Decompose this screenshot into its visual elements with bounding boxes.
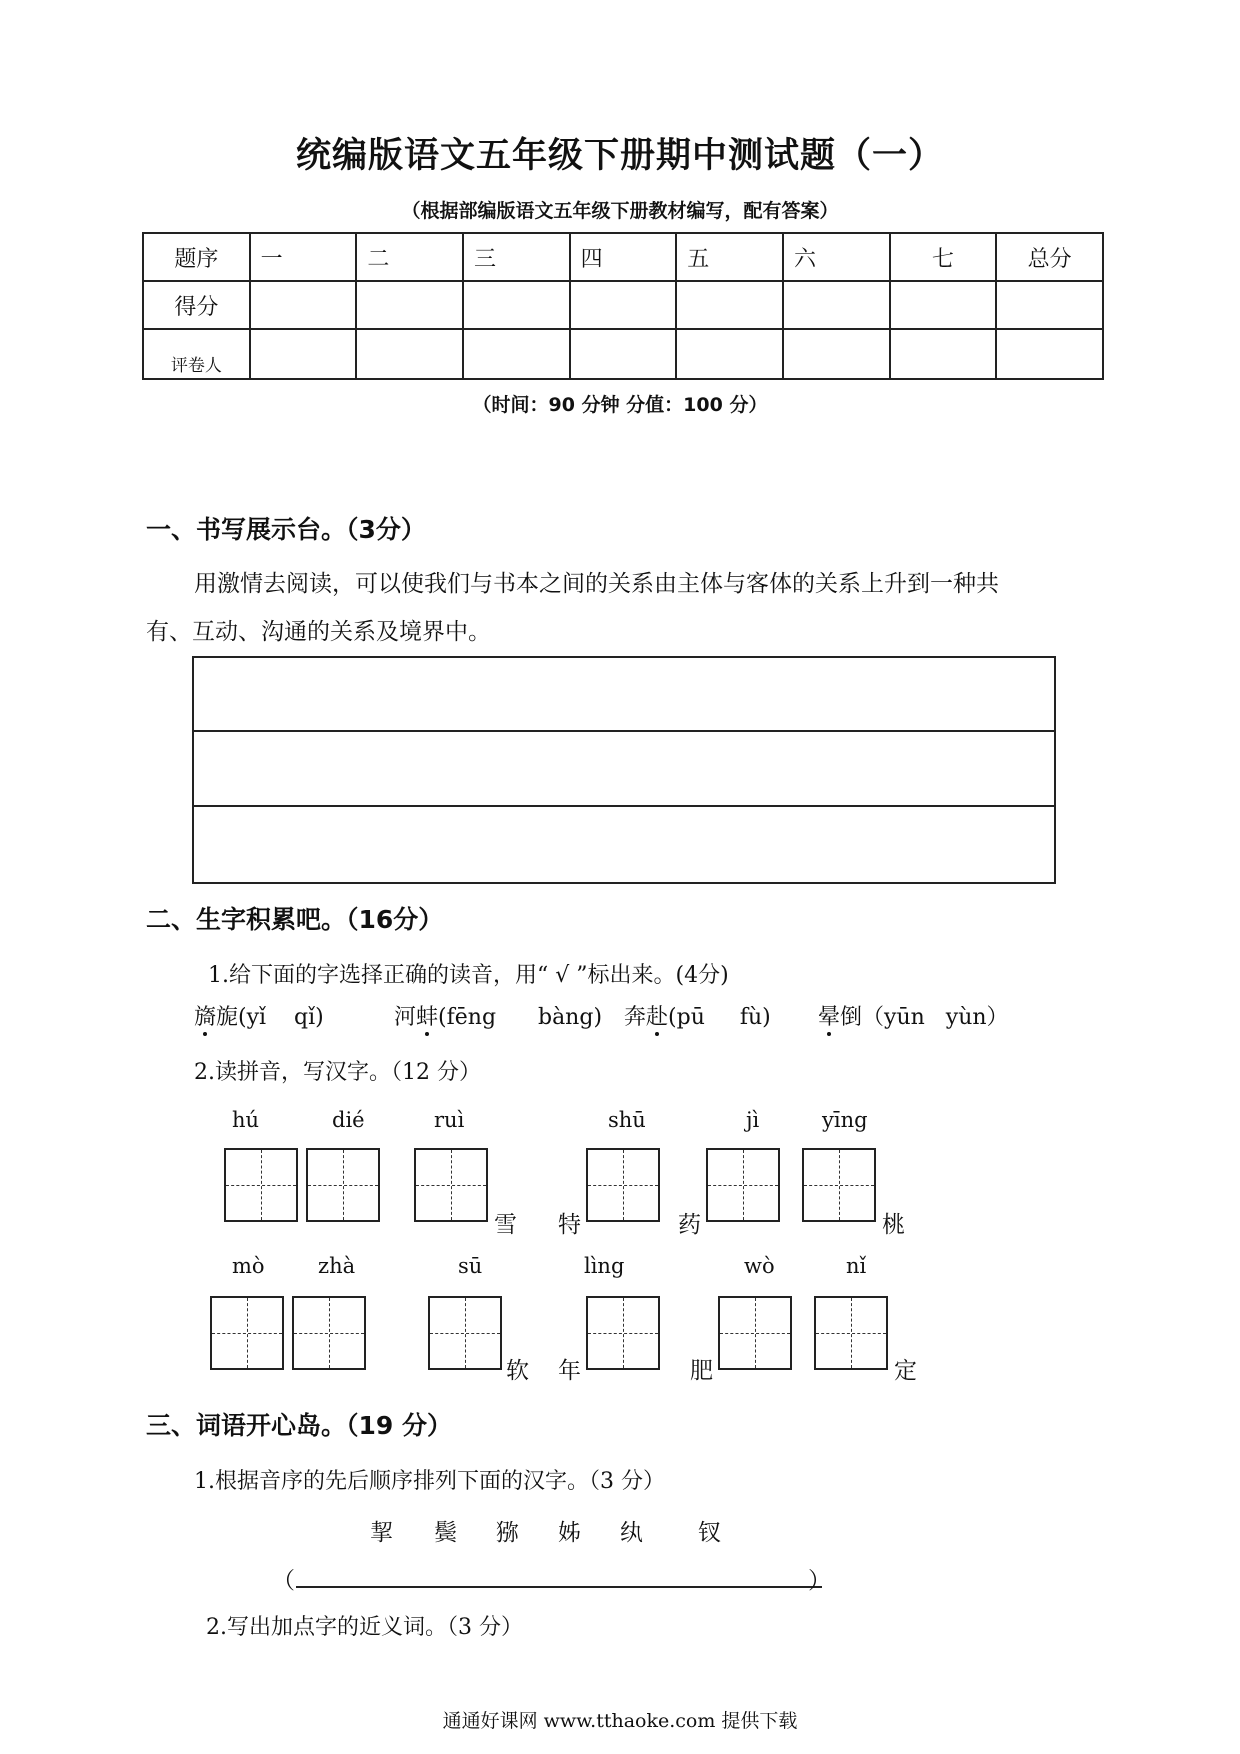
given-char: 定: [894, 1358, 917, 1384]
writing-grid[interactable]: [414, 1148, 488, 1222]
section3-question1: 1.根据音序的先后顺序排列下面的汉字。（3 分）: [194, 1469, 665, 1494]
grader-cell[interactable]: [890, 329, 997, 379]
writing-grid[interactable]: [428, 1296, 502, 1370]
dotted-char: 旖: [194, 1005, 217, 1030]
dotted-char: 晕: [818, 1005, 841, 1030]
pronunciation-item-3[interactable]: [624, 1000, 771, 1031]
grader-cell[interactable]: [676, 329, 783, 379]
grader-cell[interactable]: [783, 329, 890, 379]
grader-cell[interactable]: [356, 329, 463, 379]
section1-text-line1: 用激情去阅读，可以使我们与书本之间的关系由主体与客体的关系上升到一种共: [194, 571, 999, 597]
pronunciation-item-1[interactable]: [194, 1000, 324, 1031]
sort-char: 鬓: [434, 1520, 457, 1546]
pinyin-label: mò: [232, 1254, 265, 1278]
writing-grid[interactable]: [814, 1296, 888, 1370]
table-row: [143, 281, 1103, 329]
sort-char: 姊: [558, 1520, 581, 1546]
row-label-order: 题序: [143, 233, 250, 281]
writing-grid[interactable]: [306, 1148, 380, 1222]
given-char: 特: [558, 1212, 581, 1238]
given-char: 药: [678, 1212, 701, 1238]
answer-line[interactable]: [296, 1586, 822, 1588]
score-table: [142, 232, 1104, 380]
section2-question2: 2.读拼音，写汉字。（12 分）: [194, 1060, 481, 1085]
char: 奔: [624, 1005, 647, 1030]
given-char: 桃: [882, 1212, 905, 1238]
given-char: 年: [558, 1358, 581, 1384]
pinyin-label: hú: [232, 1108, 260, 1132]
section3-question2: 2.写出加点字的近义词。（3 分）: [206, 1615, 523, 1640]
column-header: 三: [463, 233, 570, 281]
dotted-char: 赴: [646, 1005, 669, 1030]
pinyin-label: sū: [458, 1254, 483, 1278]
pinyin-label: wò: [744, 1254, 775, 1278]
char: 旎: [216, 1005, 239, 1030]
writing-grid[interactable]: [586, 1148, 660, 1222]
pinyin-label: jì: [746, 1108, 760, 1132]
pronunciation-item-2[interactable]: [394, 1000, 602, 1031]
pinyin-label: yīng: [822, 1108, 868, 1132]
pinyin-choices: (pū fù): [668, 1005, 771, 1030]
pinyin-choices: (yǐ qǐ): [238, 1005, 324, 1030]
column-header: 四: [570, 233, 677, 281]
column-header: 一: [250, 233, 357, 281]
pinyin-label: ruì: [434, 1108, 465, 1132]
score-cell[interactable]: [676, 281, 783, 329]
footer-credit: 通通好课网 www.tthaoke.com 提供下载: [442, 1710, 798, 1732]
page-title: 统编版语文五年级下册期中测试题（一）: [295, 136, 944, 176]
row-label-score: 得分: [143, 281, 250, 329]
writing-grid[interactable]: [224, 1148, 298, 1222]
pinyin-choices: (fēng bàng): [438, 1005, 603, 1030]
writing-grid[interactable]: [718, 1296, 792, 1370]
column-header-total: 总分: [996, 233, 1103, 281]
writing-grid[interactable]: [586, 1296, 660, 1370]
score-cell[interactable]: [356, 281, 463, 329]
score-cell[interactable]: [463, 281, 570, 329]
handwriting-line: [192, 805, 1056, 807]
paren-open: （: [272, 1568, 295, 1594]
pinyin-choices: （yūn yùn）: [862, 1005, 1009, 1030]
char: 倒: [840, 1005, 863, 1030]
time-note: （时间：90 分钟 分值：100 分）: [472, 394, 768, 416]
writing-grid[interactable]: [210, 1296, 284, 1370]
column-header: 七: [890, 233, 997, 281]
row-label-grader: 评卷人: [143, 329, 250, 379]
column-header: 五: [676, 233, 783, 281]
dotted-char: 蚌: [416, 1005, 439, 1030]
page-subtitle: （根据部编版语文五年级下册教材编写，配有答案）: [401, 200, 839, 222]
score-cell[interactable]: [996, 281, 1103, 329]
writing-grid[interactable]: [802, 1148, 876, 1222]
sort-char: 猕: [496, 1520, 519, 1546]
given-char: 软: [506, 1358, 529, 1384]
table-row: [143, 233, 1103, 281]
grader-cell[interactable]: [463, 329, 570, 379]
score-cell[interactable]: [570, 281, 677, 329]
score-cell[interactable]: [783, 281, 890, 329]
score-cell[interactable]: [890, 281, 997, 329]
grader-cell[interactable]: [996, 329, 1103, 379]
writing-grid[interactable]: [706, 1148, 780, 1222]
pinyin-label: lìng: [584, 1254, 625, 1278]
score-cell[interactable]: [250, 281, 357, 329]
column-header: 二: [356, 233, 463, 281]
given-char: 肥: [690, 1358, 713, 1384]
grader-cell[interactable]: [250, 329, 357, 379]
section2-heading: 二、生字积累吧。（16分）: [146, 905, 444, 934]
handwriting-box[interactable]: [192, 656, 1056, 884]
char: 河: [394, 1005, 417, 1030]
pinyin-label: shū: [608, 1108, 646, 1132]
pinyin-label: nǐ: [846, 1254, 867, 1278]
sort-char: 纨: [620, 1520, 643, 1546]
writing-grid[interactable]: [292, 1296, 366, 1370]
section1-text-line2: 有、互动、沟通的关系及境界中。: [146, 619, 491, 645]
pronunciation-item-4[interactable]: [818, 1000, 1009, 1031]
paren-close: ）: [808, 1568, 831, 1594]
section2-question1: 1.给下面的字选择正确的读音，用“ √ ”标出来。(4分): [208, 963, 729, 988]
section1-heading: 一、书写展示台。（3分）: [146, 515, 426, 544]
grader-cell[interactable]: [570, 329, 677, 379]
column-header: 六: [783, 233, 890, 281]
section3-heading: 三、词语开心岛。（19 分）: [146, 1411, 452, 1440]
handwriting-line: [192, 730, 1056, 732]
pinyin-label: zhà: [318, 1254, 356, 1278]
sort-char: 钗: [698, 1520, 721, 1546]
pinyin-label: dié: [332, 1108, 365, 1132]
given-char: 雪: [494, 1212, 517, 1238]
table-row: [143, 329, 1103, 379]
sort-char: 挈: [370, 1520, 393, 1546]
